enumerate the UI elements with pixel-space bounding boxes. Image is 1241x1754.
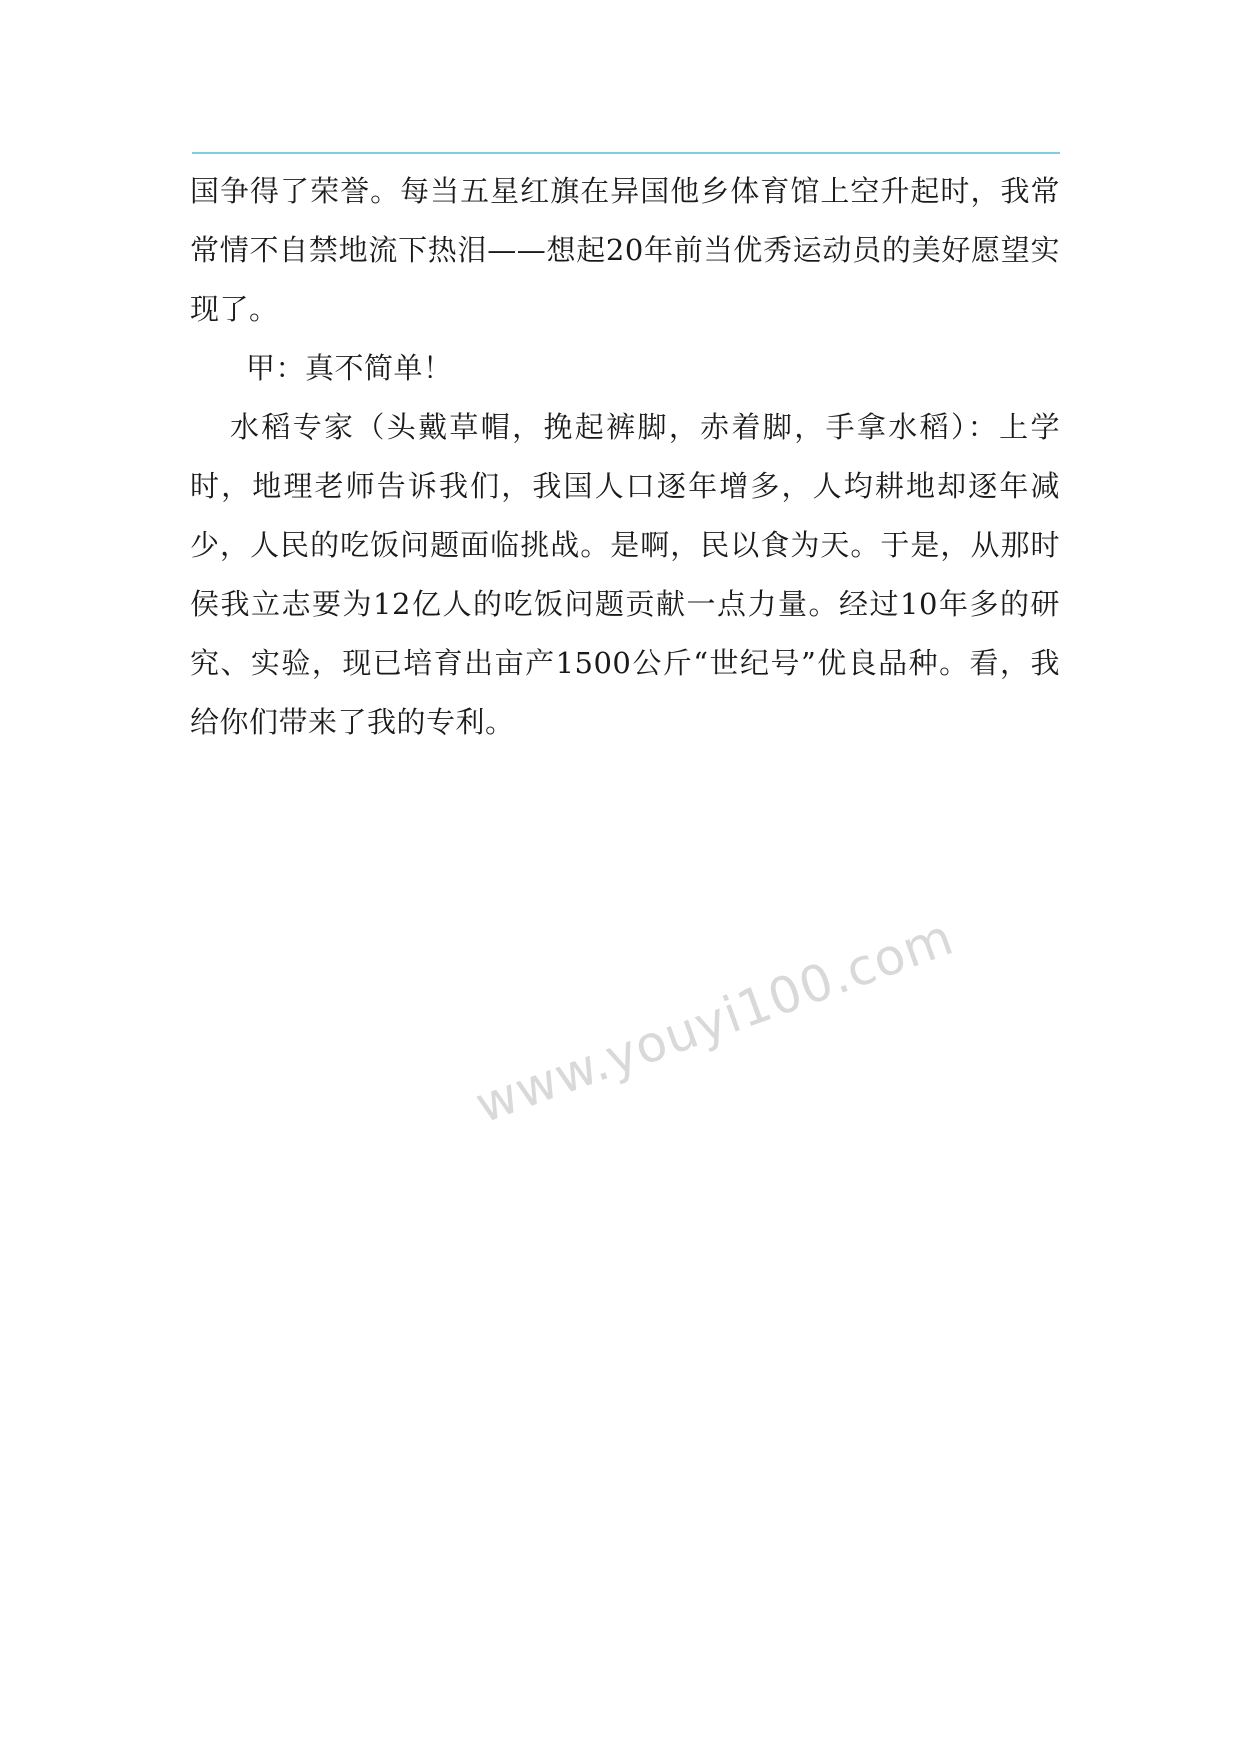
- paragraph-rice-expert: 水稻专家（头戴草帽，挽起裤脚，赤着脚，手拿水稻）：上学时，地理老师告诉我们，我国人口逐年增多，人均耕地却逐年减少，人民的吃饭问题面临挑战。是啊，民以食为天。于是，从那时侯我立志要为12亿人的吃饭问题贡献一点力量。经过10年多的研究、实验，现已培育出亩产1500公斤“世纪号”优良品种。看，我给你们带来了我的专利。: [190, 410, 1060, 739]
- paragraph-dialog-jia: 甲：真不简单！: [246, 351, 453, 385]
- paragraph-continued: 国争得了荣誉。每当五星红旗在异国他乡体育馆上空升起时，我常常情不自禁地流下热泪——想起20年前当优秀运动员的美好愿望实现了。: [190, 174, 1060, 326]
- header-rule: [192, 152, 1060, 154]
- watermark: www.youyi100.com: [468, 907, 961, 1135]
- body-text: [190, 162, 1060, 752]
